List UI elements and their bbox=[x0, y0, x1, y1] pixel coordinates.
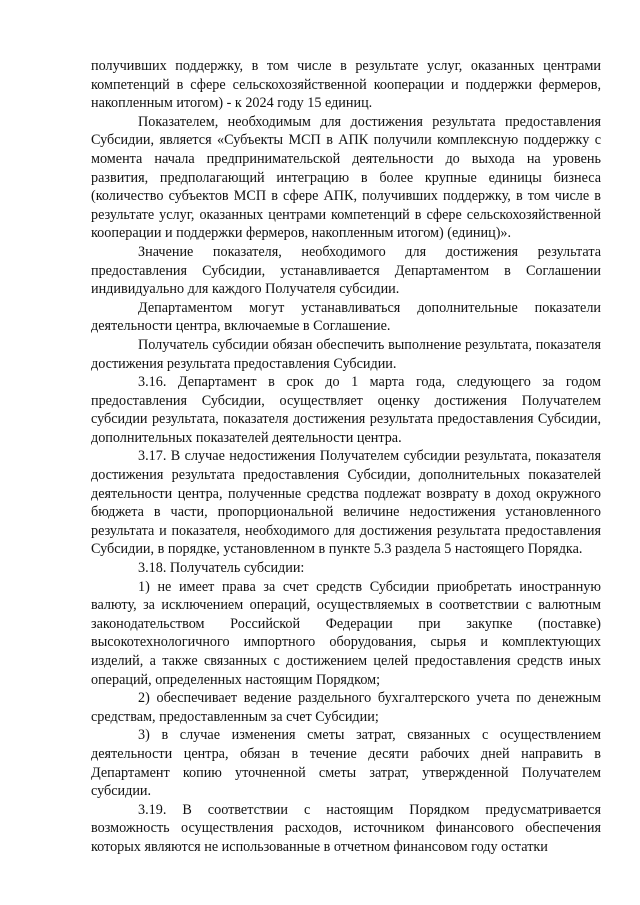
paragraph-indicator-value: Значение показателя, необходимого для достижения результата предоставления Субсидии, устанавливается Департаментом в Соглашении индивидуально для каждого Получателя субсидии. bbox=[91, 243, 601, 298]
list-item-2: 2) обеспечивает ведение раздельного бухгалтерского учета по денежным средствам, предоставленным за счет Субсидии; bbox=[91, 690, 601, 725]
list-item-3: 3) в случае изменения сметы затрат, связанных с осуществлением деятельности центра, обязан в течение десяти рабочих дней направить в Департамент копию уточненной сметы затрат, утвержденной Получателем субсидии. bbox=[91, 727, 601, 800]
paragraph-indicator-definition: Показателем, необходимым для достижения результата предоставления Субсидии, является «Субъекты МСП в АПК получили комплексную поддержку с момента начала предпринимательской деятельности до выхода на уровень развития, предполагающий интеграцию в более крупные единицы бизнеса (количество субъектов МСП в сфере АПК, получивших поддержку, в том числе в результате услуг, оказанных центрами компетенций в сфере сельскохозяйственной кооперации и поддержки фермеров, накопленным итогом) (единиц)». bbox=[91, 113, 601, 242]
paragraph-clause-3-19: 3.19. В соответствии с настоящим Порядком предусматривается возможность осуществления расходов, источником финансового обеспечения которых являются не использованные в отчетном финансовом году остатки bbox=[91, 801, 601, 855]
document-body bbox=[91, 57, 601, 857]
paragraph-continuation: получивших поддержку, в том числе в результате услуг, оказанных центрами компетенций в сфере сельскохозяйственной кооперации и поддержки фермеров, накопленным итогом) - к 2024 году 15 единиц. bbox=[91, 58, 601, 112]
paragraph-additional-indicators: Департаментом могут устанавливаться дополнительные показатели деятельности центра, включаемые в Соглашение. bbox=[91, 299, 601, 335]
paragraph-clause-3-16: 3.16. Департамент в срок до 1 марта года, следующего за годом предоставления Субсидии, осуществляет оценку достижения Получателем субсидии результата, показателя достижения результата предоставления Субсидии, дополнительных показателей деятельности центра. bbox=[91, 374, 601, 446]
paragraph-clause-3-17: 3.17. В случае недостижения Получателем субсидии результата, показателя достижения результата предоставления Субсидии, дополнительных показателей деятельности центра, полученные средства подлежат возврату в доход окружного бюджета в части, пропорциональной величине недостижения установленного результата и показателя, необходимого для достижения результата предоставления Субсидии, в порядке, установленном в пункте 5.3 раздела 5 настоящего Порядка. bbox=[91, 448, 601, 558]
paragraph-clause-3-18: 3.18. Получатель субсидии: bbox=[138, 560, 305, 577]
paragraph-recipient-obligation: Получатель субсидии обязан обеспечить выполнение результата, показателя достижения результата предоставления Субсидии. bbox=[91, 336, 601, 372]
list-item-1: 1) не имеет права за счет средств Субсидии приобретать иностранную валюту, за исключением операций, осуществляемых в соответствии с валютным законодательством Российской Федерации при закупке (поставке) высокотехнологичного импортного оборудования, сырья и комплектующих изделий, а также связанных с достижением целей предоставления средств иных операций, определенных настоящим Порядком; bbox=[91, 578, 601, 688]
